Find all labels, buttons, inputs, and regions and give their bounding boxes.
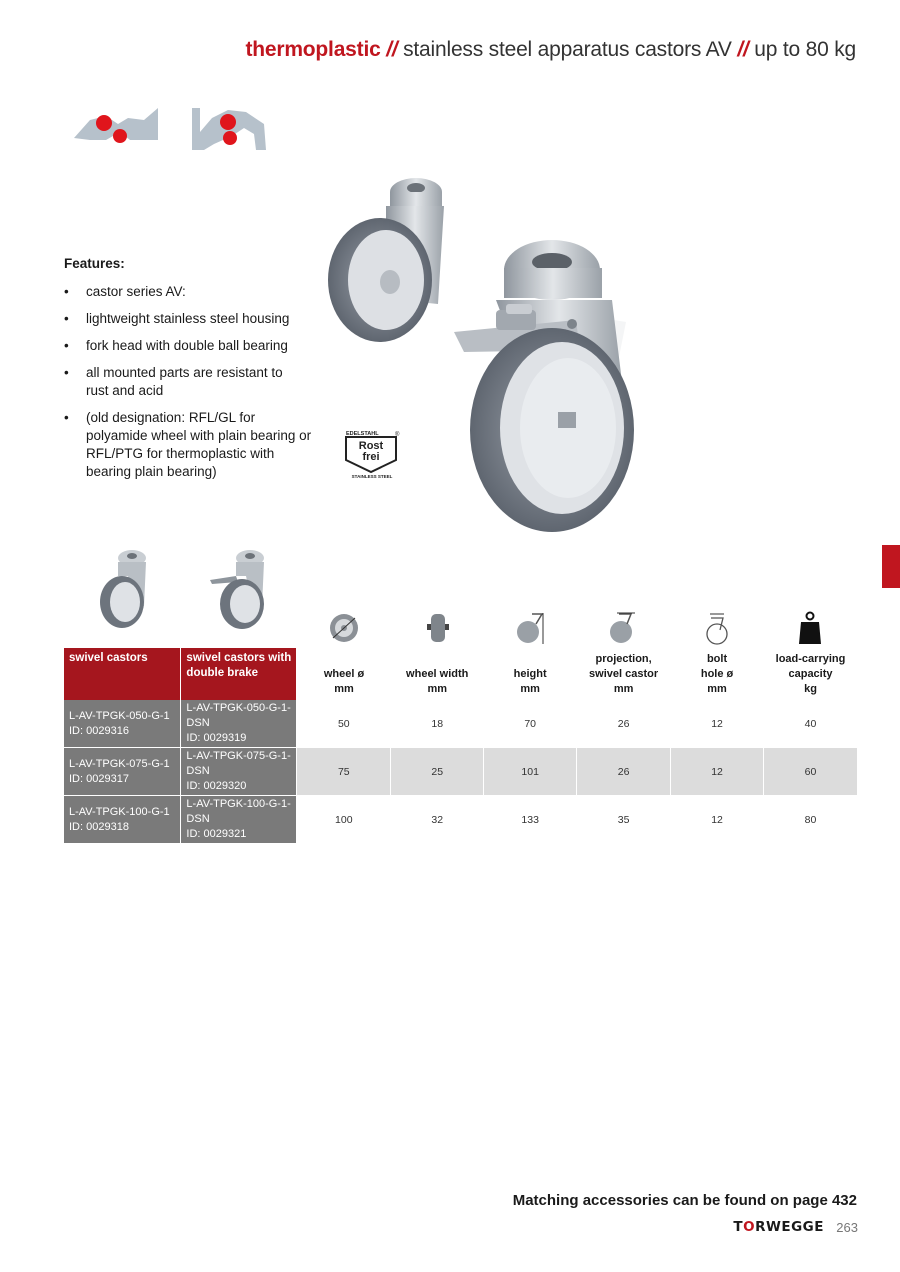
rost-frei-badge: [344, 428, 402, 480]
badge-line-1: Rost: [358, 440, 384, 452]
feature-item: • castor series AV:: [64, 283, 334, 301]
header-wheel-diameter: wheel ø mm: [323, 668, 365, 695]
height-icon: [514, 610, 548, 646]
load-capacity-cell: 60: [764, 748, 858, 796]
table-row: [64, 748, 858, 796]
features-heading: Features:: [64, 256, 125, 271]
header-wheel-width: wheel width mm: [406, 668, 469, 695]
header-swivel-castors-brake: swivel castors with double brake: [181, 648, 297, 700]
brake-article-cell: L-AV-TPGK-100-G-1-DSN ID: 0029321: [181, 796, 297, 844]
wheel-width-icon: [421, 610, 455, 646]
load-capacity-weight-icon: [793, 610, 827, 646]
brake-article-cell: L-AV-TPGK-075-G-1-DSN ID: 0029320: [181, 748, 297, 796]
title-bold: thermoplastic: [245, 38, 381, 61]
table-header-row: [64, 648, 858, 700]
badge-top-text: EDELSTAHL: [346, 431, 379, 437]
bolt-hole-cell: 12: [671, 700, 764, 748]
header-projection: projection, swivel castor mm: [589, 653, 659, 695]
brand-logo: TORWEGGE: [733, 1219, 824, 1235]
feature-item: • (old designation: RFL/GL for polyamide wheel with plain bearing or RFL/PTG for thermoplastic with bearing plain bearing): [64, 409, 314, 481]
features-list: [64, 283, 334, 481]
wheel-diameter-cell: 50: [297, 700, 391, 748]
title-separator-1: //: [386, 38, 398, 61]
table-row: [64, 700, 858, 748]
wheel-diameter-cell: 100: [297, 796, 391, 844]
spec-table: [64, 648, 858, 844]
swivel-castor-thumbnail: [92, 548, 156, 630]
wheel-width-cell: 18: [391, 700, 484, 748]
height-cell: 133: [484, 796, 577, 844]
load-capacity-cell: 80: [764, 796, 858, 844]
projection-cell: 26: [577, 748, 671, 796]
title-middle: stainless steel apparatus castors AV: [403, 38, 732, 61]
wheel-diameter-icon: [327, 610, 361, 646]
bolt-hole-icon: [700, 610, 734, 646]
badge-registered-mark: ®: [395, 432, 400, 438]
table-row: [64, 796, 858, 844]
header-load-capacity: load-carrying capacity kg: [775, 653, 846, 695]
wheel-width-cell: 32: [391, 796, 484, 844]
accessories-note: Matching accessories can be found on page 432: [512, 1192, 857, 1209]
brake-castor-thumbnail: [206, 548, 270, 630]
castor-type-icons: [70, 98, 280, 160]
page-number: 263: [836, 1220, 858, 1235]
wheel-diameter-cell: 75: [297, 748, 391, 796]
header-swivel-castors: swivel castors: [64, 648, 181, 700]
swivel-article-cell: L-AV-TPGK-100-G-1 ID: 0029318: [64, 796, 181, 844]
features-section: [64, 255, 334, 490]
feature-item: • fork head with double ball bearing: [64, 337, 334, 355]
title-end: up to 80 kg: [754, 38, 856, 61]
projection-icon: [607, 610, 641, 646]
feature-item: • all mounted parts are resistant to rust and acid: [64, 364, 294, 400]
small-swivel-castor-image: [328, 178, 444, 342]
projection-cell: 35: [577, 796, 671, 844]
projection-cell: 26: [577, 700, 671, 748]
height-cell: 101: [484, 748, 577, 796]
wheel-width-cell: 25: [391, 748, 484, 796]
brake-article-cell: L-AV-TPGK-050-G-1-DSN ID: 0029319: [181, 700, 297, 748]
bolt-hole-cell: 12: [671, 796, 764, 844]
header-height: height mm: [513, 668, 547, 695]
bolt-hole-cell: 12: [671, 748, 764, 796]
swivel-article-cell: L-AV-TPGK-050-G-1 ID: 0029316: [64, 700, 181, 748]
badge-line-2: frei: [362, 451, 380, 463]
badge-bottom-text: STAINLESS STEEL: [351, 474, 393, 479]
title-separator-2: //: [737, 38, 749, 61]
brake-swivel-castor-image: [454, 240, 634, 532]
swivel-article-cell: L-AV-TPGK-075-G-1 ID: 0029317: [64, 748, 181, 796]
brake-castor-pictogram-icon: [192, 108, 266, 150]
feature-item: • lightweight stainless steel housing: [64, 310, 334, 328]
chapter-tab-marker: [882, 545, 900, 588]
header-bolt-hole: bolt hole ø mm: [700, 653, 734, 695]
page-title: [245, 38, 856, 62]
load-capacity-cell: 40: [764, 700, 858, 748]
height-cell: 70: [484, 700, 577, 748]
swivel-castor-pictogram-icon: [74, 108, 158, 143]
